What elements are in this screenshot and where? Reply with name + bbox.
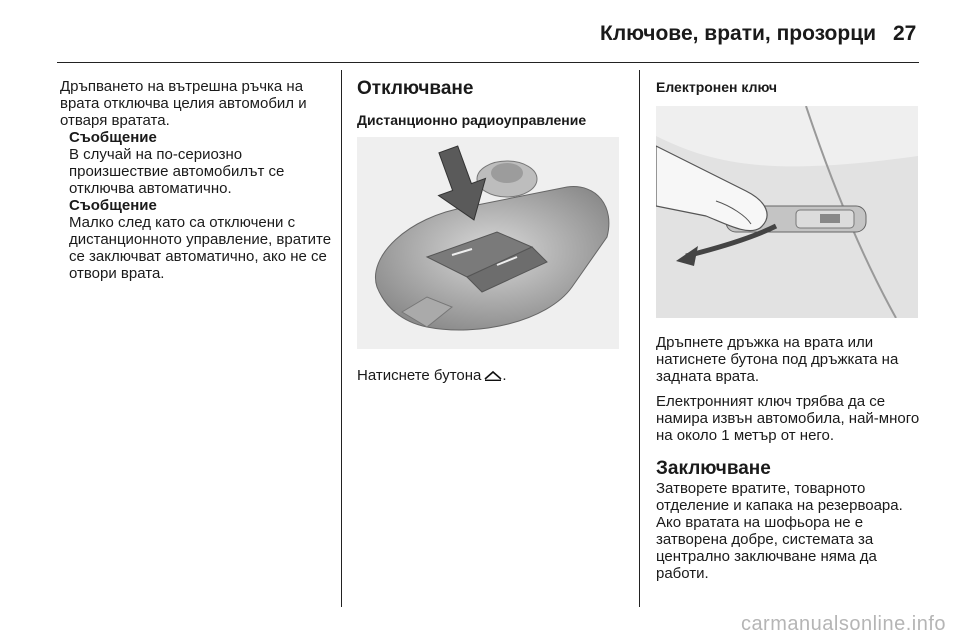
electronic-key-paragraph-1: Дръпнете дръжка на врата или натиснете бутона под дръжката на задната врата. (656, 334, 899, 385)
column-middle (357, 78, 627, 384)
unlock-button-icon (484, 369, 502, 381)
page-title: Ключове, врати, прозорци (600, 22, 877, 45)
caption-period: . (502, 367, 507, 384)
subheading-electronic-key: Електронен ключ (656, 79, 778, 95)
note-title: Съобщение (69, 197, 157, 214)
note-title: Съобщение (69, 129, 157, 146)
site-watermark: carmanualsonline.info (740, 613, 946, 635)
page-number: 27 (893, 22, 917, 45)
section-heading-unlocking: Отключване (357, 78, 474, 99)
note-2 (69, 197, 332, 282)
note-text: В случай на по-сериозно произшествие автомобилът се отключва автоматично. (69, 146, 285, 197)
column-left (60, 78, 332, 282)
note-text: Малко след като са отключени с дистанционното управление, вратите се заключват автоматично, ако не се отвори врата. (69, 214, 332, 282)
note-1 (69, 129, 332, 197)
press-button-caption (357, 367, 627, 384)
door-handle-paragraph: Дръпването на вътрешна ръчка на врата отключва целия автомобил и отваря вратата. (60, 78, 307, 129)
header-divider (57, 62, 919, 63)
electronic-key-paragraph-2: Електронният ключ трябва да се намира извън автомобила, най-много на около 1 метър от него. (656, 393, 920, 444)
column-divider-2 (639, 70, 640, 607)
column-right (656, 78, 926, 582)
section-heading-locking: Заключване (656, 458, 771, 479)
caption-text: Натиснете бутона (357, 367, 482, 384)
door-handle-illustration (656, 106, 918, 318)
remote-key-illustration (357, 137, 619, 349)
column-divider-1 (341, 70, 342, 607)
locking-paragraph: Затворете вратите, товарното отделение и капака на резервоара. Ако вратата на шофьора не е затворена добре, системата за централно заключване няма да работи. (656, 480, 903, 582)
subheading-remote-control: Дистанционно радиоуправление (357, 112, 587, 128)
